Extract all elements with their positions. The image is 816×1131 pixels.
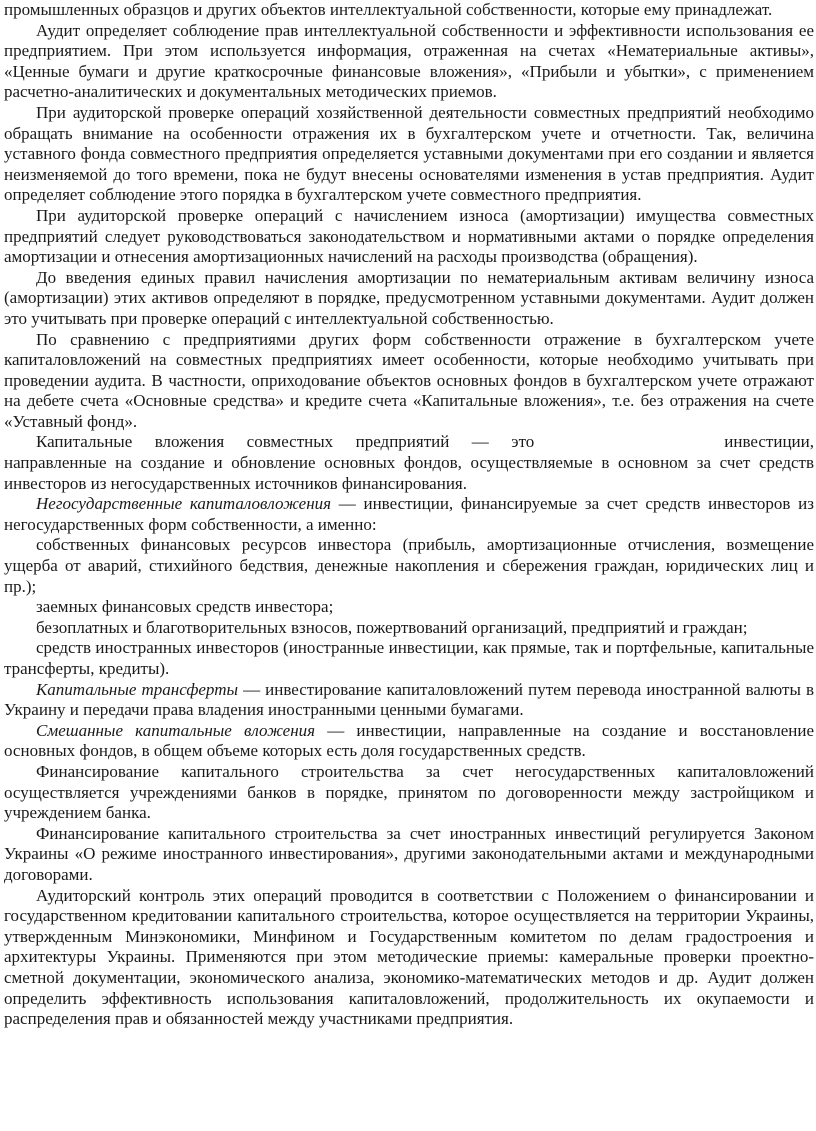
list-item-borrowed-funds: заемных финансовых средств инвестора; bbox=[36, 597, 334, 617]
paragraph-ip-audit: Аудит определяет соблюдение прав интеллектуальной собственности и эффективности использования ее предприятием. При этом используется информация, отраженная на счетах «Нематериальные активы», «Ценные бумаги и другие краткосрочные финансовые вложения», «Прибыли и убытки», с применением расчетно-аналитических и документальных методических приемов. bbox=[4, 20, 814, 102]
capex-tail: инвестиции, направленные на создание и обновление основных фондов, осуществляемые в основном за счет средств инвесторов из негосударственных источников финансирования. bbox=[4, 432, 814, 493]
paragraph-nongovernment-investments bbox=[4, 494, 814, 535]
definition-nongovernment: — инвестиции, финансируемые за счет средств инвесторов из негосударственных форм собственности, а именно: bbox=[4, 494, 814, 534]
list-item-own-resources: собственных финансовых ресурсов инвестора (прибыль, амортизационные отчисления, возмещение ущерба от аварий, стихийного бедствия, денежные накопления и сбережения граждан, юридических лиц и пр.); bbox=[4, 535, 814, 596]
paragraph-continuation: промышленных образцов и других объектов интеллектуальной собственности, которые ему принадлежат. bbox=[4, 0, 773, 19]
list-item-donations: безоплатных и благотворительных взносов, пожертвований организаций, предприятий и граждан; bbox=[36, 617, 748, 637]
term-mixed-investments: Смешанные капитальные вложения bbox=[36, 720, 316, 740]
paragraph-bank-financing: Финансирование капитального строительства за счет негосударственных капиталовложений осуществляется учреждениями банков в порядке, принятом по договоренности между застройщиком и учреждением банка. bbox=[4, 761, 814, 823]
capex-lead: Капитальные вложения совместных предприятий — это bbox=[36, 432, 535, 452]
paragraph-capital-investment-accounting: По сравнению с предприятиями других форм собственности отражение в бухгалтерском учете капиталовложений на совместных предприятиях имеет особенности, которые необходимо учитывать при проведении аудита. В частности, оприходование объектов основных фондов в бухгалтерском учете отражают на дебете счета «Основные средства» и кредите счета «Капитальные вложения», т.е. без отражения на счете «Уставный фонд». bbox=[4, 329, 814, 431]
paragraph-joint-venture-features: При аудиторской проверке операций хозяйственной деятельности совместных предприятий необходимо обращать внимание на особенности отражения их в бухгалтерском учете и отчетности. Так, величина уставного фонда совместного предприятия определяется уставными документами при его создании и является неизменяемой до того времени, пока не будут внесены основателями изменения в устав предприятия. Аудит определяет соблюдение этого порядка в бухгалтерском учете совместного предприятия. bbox=[4, 102, 814, 205]
paragraph-capital-investments-definition bbox=[4, 432, 814, 494]
document-page bbox=[4, 0, 814, 1030]
list-item-foreign-investors: средств иностранных инвесторов (иностранные инвестиции, как прямые, так и портфельные, капитальные трансферты, кредиты). bbox=[4, 638, 814, 678]
paragraph-intangible-depreciation: До введения единых правил начисления амортизации по нематериальным активам величину износа (амортизации) этих активов определяют в порядке, предусмотренном уставными документами. Аудит должен это учитывать при проверке операций с интеллектуальной собственностью. bbox=[4, 267, 814, 328]
paragraph-capital-transfers bbox=[4, 680, 814, 721]
paragraph-depreciation: При аудиторской проверке операций с начислением износа (амортизации) имущества совместных предприятий следует руководствоваться законодательством и нормативными актами о порядке определения амортизации и отнесения амортизационных начислений на расходы производства (обращения). bbox=[4, 205, 814, 267]
paragraph-mixed-investments bbox=[4, 721, 814, 762]
term-nongovernment: Негосударственные капиталовложения bbox=[36, 494, 332, 514]
paragraph-foreign-financing: Финансирование капитального строительства за счет иностранных инвестиций регулируется Законом Украины «О режиме иностранного инвестирования», другими законодательными актами и международными договорами. bbox=[4, 823, 814, 884]
definition-capital-transfers: — инвестирование капиталовложений путем перевода иностранной валюты в Украину и передачи права владения иностранными ценными бумагами. bbox=[4, 679, 814, 720]
paragraph-audit-control: Аудиторский контроль этих операций проводится в соответствии с Положением о финансировании и государственном кредитовании капитального строительства, которое осуществляется на территории Украины, утвержденным Минэкономики, Минфином и Государственным комитетом по делам градостроения и архитектуры Украины. Применяются при этом методические приемы: камеральные проверки проектно-сметной документации, экономического анализа, экономико-математических методов и др. Аудит должен определить эффективность использования капиталовложений, продолжительность их окупаемости и распределения прав и обязанностей между участниками предприятия. bbox=[4, 885, 814, 1029]
definition-mixed-investments: — инвестиции, направленные на создание и восстановление основных фондов, в общем объеме которых есть доля государственных средств. bbox=[4, 720, 814, 761]
term-capital-transfers: Капитальные трансферты bbox=[36, 679, 238, 699]
